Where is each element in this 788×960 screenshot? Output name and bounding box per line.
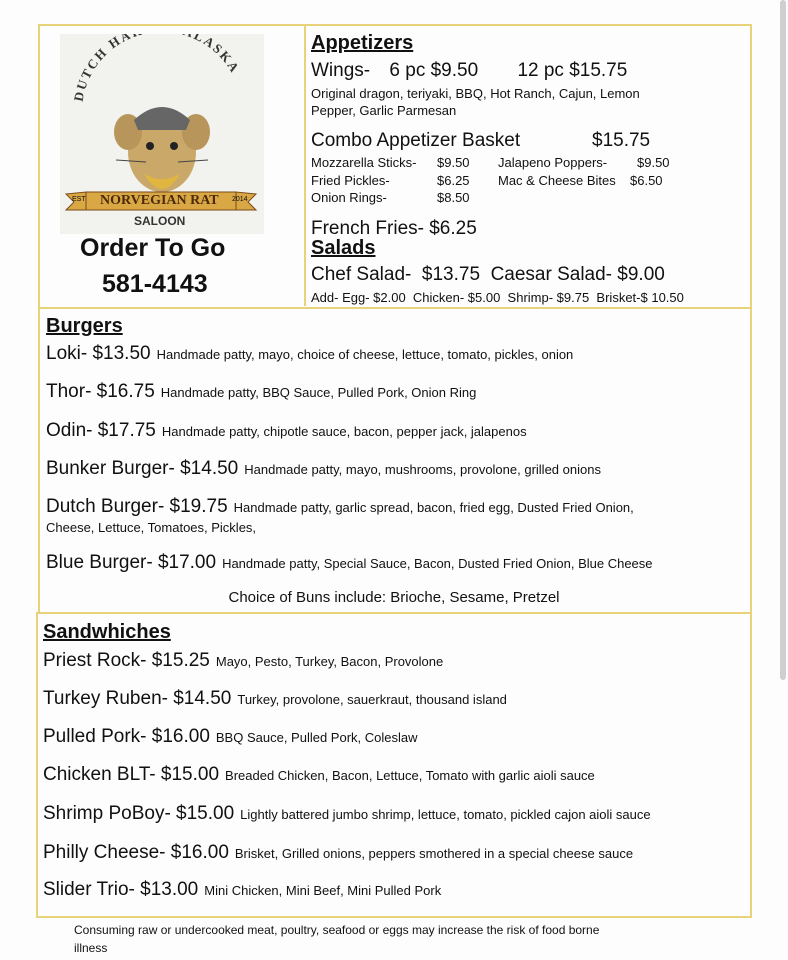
top-divider (304, 26, 306, 306)
burgers-heading: Burgers (46, 315, 123, 337)
burger-name: Bunker Burger- $14.50 (46, 458, 239, 479)
sandwich-name: Chicken BLT- $15.00 (43, 764, 220, 785)
burger-name: Odin- $17.75 (46, 420, 156, 441)
burger-item (46, 496, 634, 518)
combo-name: Combo Appetizer Basket (311, 130, 521, 151)
sandwich-name: Turkey Ruben- $14.50 (43, 688, 232, 709)
wings-flavors-1: Original dragon, teriyaki, BBQ, Hot Ranch, Cajun, Lemon (311, 86, 640, 101)
burger-name: Dutch Burger- $19.75 (46, 496, 228, 517)
footer-disclaimer-1: Consuming raw or undercooked meat, poultry, seafood or eggs may increase the risk of food borne (74, 923, 600, 937)
sandwich-desc: Mini Chicken, Mini Beef, Mini Pulled Pork (204, 883, 442, 898)
burger-name: Loki- $13.50 (46, 343, 151, 364)
order-phone: 581-4143 (102, 270, 208, 298)
sandwich-desc: Lightly battered jumbo shrimp, lettuce, tomato, pickled cajon aioli sauce (240, 807, 651, 822)
salads-heading: Salads (311, 237, 376, 259)
burger-desc-cont: Cheese, Lettuce, Tomatoes, Pickles, (46, 520, 257, 535)
combo-item-price: $8.50 (437, 190, 470, 205)
burger-desc: Handmade patty, garlic spread, bacon, fried egg, Dusted Fried Onion, (233, 500, 634, 515)
combo-item-name: Jalapeno Poppers- (498, 155, 608, 170)
wings-flavors-2: Pepper, Garlic Parmesan (311, 103, 457, 118)
wings-name: Wings- (311, 60, 371, 81)
salads-line: Chef Salad- $13.75 Caesar Salad- $9.00 (311, 264, 665, 285)
logo (56, 34, 268, 244)
sandwich-name: Priest Rock- $15.25 (43, 650, 210, 671)
sandwiches-heading: Sandwhiches (43, 621, 171, 643)
wings-line (311, 60, 627, 82)
appetizers-heading: Appetizers (311, 32, 414, 54)
combo-item-price: $6.50 (630, 173, 663, 188)
sandwich-item (43, 803, 651, 825)
combo-item-name: Mac & Cheese Bites (498, 173, 616, 188)
scrollbar[interactable] (780, 0, 786, 680)
sandwich-desc: BBQ Sauce, Pulled Pork, Coleslaw (215, 730, 418, 745)
burger-desc: Handmade patty, mayo, mushrooms, provolone, grilled onions (244, 462, 601, 477)
burger-item (46, 420, 527, 442)
logo-graphic (56, 34, 268, 244)
sandwich-name: Shrimp PoBoy- $15.00 (43, 803, 235, 824)
burger-name: Blue Burger- $17.00 (46, 552, 217, 573)
sandwich-item (43, 688, 507, 710)
combo-item-price: $9.50 (437, 155, 470, 170)
sandwich-name: Philly Cheese- $16.00 (43, 842, 229, 863)
svg-text:DUTCH HARBOR ALASKA: DUTCH HA LASKA (70, 34, 244, 103)
sandwich-item (43, 879, 441, 901)
burger-desc: Handmade patty, mayo, choice of cheese, lettuce, tomato, pickles, onion (156, 347, 574, 362)
order-to-go: Order To Go (80, 234, 226, 262)
french-fries: French Fries- $6.25 (311, 218, 477, 239)
combo-item-price: $6.25 (437, 173, 470, 188)
burger-desc: Handmade patty, Special Sauce, Bacon, Dusted Fried Onion, Blue Cheese (222, 556, 653, 571)
sandwich-item (43, 764, 595, 786)
sandwich-item (43, 842, 633, 864)
burger-item (46, 381, 476, 403)
logo-year: 2014 (232, 196, 248, 203)
logo-saloon: SALOON (134, 214, 186, 228)
sandwich-item (43, 726, 418, 748)
sandwich-desc: Brisket, Grilled onions, peppers smothered in a special cheese sauce (234, 846, 634, 861)
salads-addons: Add- Egg- $2.00 Chicken- $5.00 Shrimp- $9.75 Brisket-$ 10.50 (311, 290, 684, 305)
combo-price: $15.75 (592, 130, 651, 151)
sandwich-desc: Turkey, provolone, sauerkraut, thousand island (237, 692, 507, 707)
wings-12pc: 12 pc $15.75 (517, 60, 628, 81)
burger-item (46, 552, 653, 574)
burger-item (46, 458, 601, 480)
sandwich-desc: Mayo, Pesto, Turkey, Bacon, Provolone (215, 654, 444, 669)
sandwich-name: Slider Trio- $13.00 (43, 879, 199, 900)
combo-item-price: $9.50 (637, 155, 670, 170)
sandwich-name: Pulled Pork- $16.00 (43, 726, 210, 747)
burger-desc: Handmade patty, BBQ Sauce, Pulled Pork, Onion Ring (160, 385, 477, 400)
footer-disclaimer-2: illness (74, 941, 108, 955)
buns-note: Choice of Buns include: Brioche, Sesame, Pretzel (228, 589, 560, 606)
logo-banner-text: NORVEGIAN RAT (100, 193, 219, 208)
burger-desc: Handmade patty, chipotle sauce, bacon, pepper jack, jalapenos (161, 424, 527, 439)
sandwich-desc: Breaded Chicken, Bacon, Lettuce, Tomato with garlic aioli sauce (225, 768, 595, 783)
combo-item-name: Fried Pickles- (311, 173, 390, 188)
sandwich-item (43, 650, 443, 672)
burger-name: Thor- $16.75 (46, 381, 155, 402)
wings-6pc: 6 pc $9.50 (389, 60, 479, 81)
combo-item-name: Mozzarella Sticks- (311, 155, 417, 170)
combo-item-name: Onion Rings- (311, 190, 387, 205)
logo-est: EST (72, 196, 86, 203)
burger-item (46, 343, 573, 365)
